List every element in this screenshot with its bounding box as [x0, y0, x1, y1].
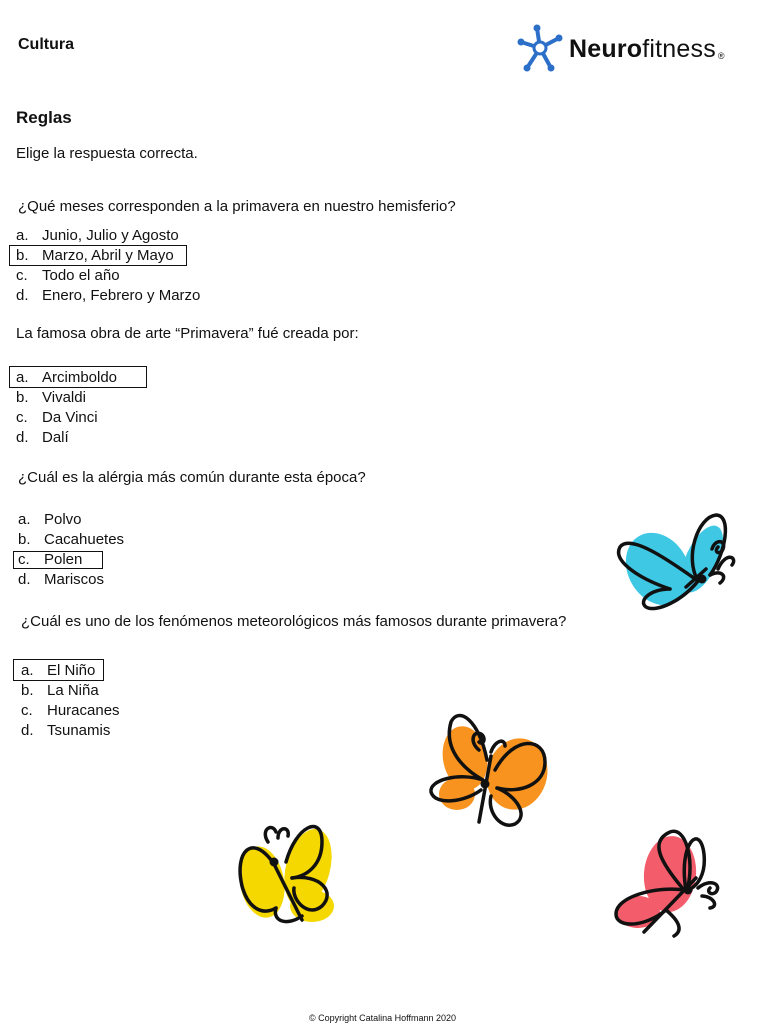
question-2: La famosa obra de arte “Primavera” fué creada por:: [16, 325, 359, 342]
option-letter: c.: [21, 702, 33, 719]
option-letter: a.: [16, 227, 29, 244]
option-text: Tsunamis: [47, 722, 111, 739]
q2-option-b[interactable]: [16, 388, 86, 408]
q4-option-d[interactable]: [21, 721, 110, 741]
q2-option-c[interactable]: [16, 408, 98, 428]
q3-option-a[interactable]: [18, 510, 82, 530]
option-letter: d.: [16, 429, 29, 446]
option-text: Marzo, Abril y Mayo: [42, 247, 174, 264]
option-text: Da Vinci: [42, 409, 98, 426]
star-figure-icon: [513, 24, 567, 74]
copyright-footer: © Copyright Catalina Hoffmann 2020: [308, 1013, 457, 1023]
butterfly-red-icon: [608, 824, 728, 942]
option-letter: c.: [18, 551, 30, 568]
option-text: La Niña: [47, 682, 99, 699]
neurofitness-logo: [513, 24, 753, 74]
question-1: ¿Qué meses corresponden a la primavera en nuestro hemisferio?: [18, 198, 456, 215]
q4-option-a[interactable]: [21, 661, 95, 681]
q4-option-b[interactable]: [21, 681, 99, 701]
option-letter: d.: [16, 287, 29, 304]
option-letter: b.: [21, 682, 34, 699]
q3-option-d[interactable]: [18, 570, 104, 590]
option-letter: a.: [18, 511, 31, 528]
option-letter: b.: [18, 531, 31, 548]
option-text: Todo el año: [42, 267, 120, 284]
option-text: Cacahuetes: [44, 531, 125, 548]
option-text: Vivaldi: [42, 389, 86, 406]
question-3: ¿Cuál es la alérgia más común durante esta época?: [18, 469, 366, 486]
q4-option-c[interactable]: [21, 701, 120, 721]
q3-option-b[interactable]: [18, 530, 124, 550]
q1-option-d[interactable]: [16, 286, 200, 306]
logo-wordmark: [569, 35, 725, 64]
option-text: Polen: [44, 551, 83, 568]
rules-heading: Reglas: [16, 108, 72, 127]
q2-option-a[interactable]: [16, 368, 117, 388]
q1-option-c[interactable]: [16, 266, 120, 286]
option-letter: b.: [16, 389, 29, 406]
option-text: Junio, Julio y Agosto: [42, 227, 179, 244]
question-4: ¿Cuál es uno de los fenómenos meteorológicos más famosos durante primavera?: [21, 613, 567, 630]
option-letter: b.: [16, 247, 29, 264]
option-letter: c.: [16, 267, 28, 284]
option-letter: d.: [21, 722, 34, 739]
butterfly-orange-icon: [425, 710, 555, 835]
rules-instruction: Elige la respuesta correcta.: [16, 145, 198, 162]
q3-option-c[interactable]: [18, 550, 82, 570]
q2-option-d[interactable]: [16, 428, 69, 448]
option-text: El Niño: [47, 662, 96, 679]
option-text: Enero, Febrero y Marzo: [42, 287, 201, 304]
q1-option-a[interactable]: [16, 226, 179, 246]
option-text: Dalí: [42, 429, 69, 446]
category-label: Cultura: [18, 36, 74, 53]
option-text: Mariscos: [44, 571, 105, 588]
q1-option-b[interactable]: [16, 246, 174, 266]
option-text: Huracanes: [47, 702, 120, 719]
logo-name-light: fitness: [642, 35, 716, 63]
option-letter: d.: [18, 571, 31, 588]
logo-name-bold: Neuro: [569, 35, 643, 63]
option-text: Polvo: [44, 511, 82, 528]
option-text: Arcimboldo: [42, 369, 118, 386]
option-letter: a.: [21, 662, 34, 679]
option-letter: a.: [16, 369, 29, 386]
butterfly-blue-icon: [610, 505, 740, 617]
option-letter: c.: [16, 409, 28, 426]
butterfly-yellow-icon: [232, 812, 342, 930]
registered-mark: ®: [717, 51, 725, 61]
